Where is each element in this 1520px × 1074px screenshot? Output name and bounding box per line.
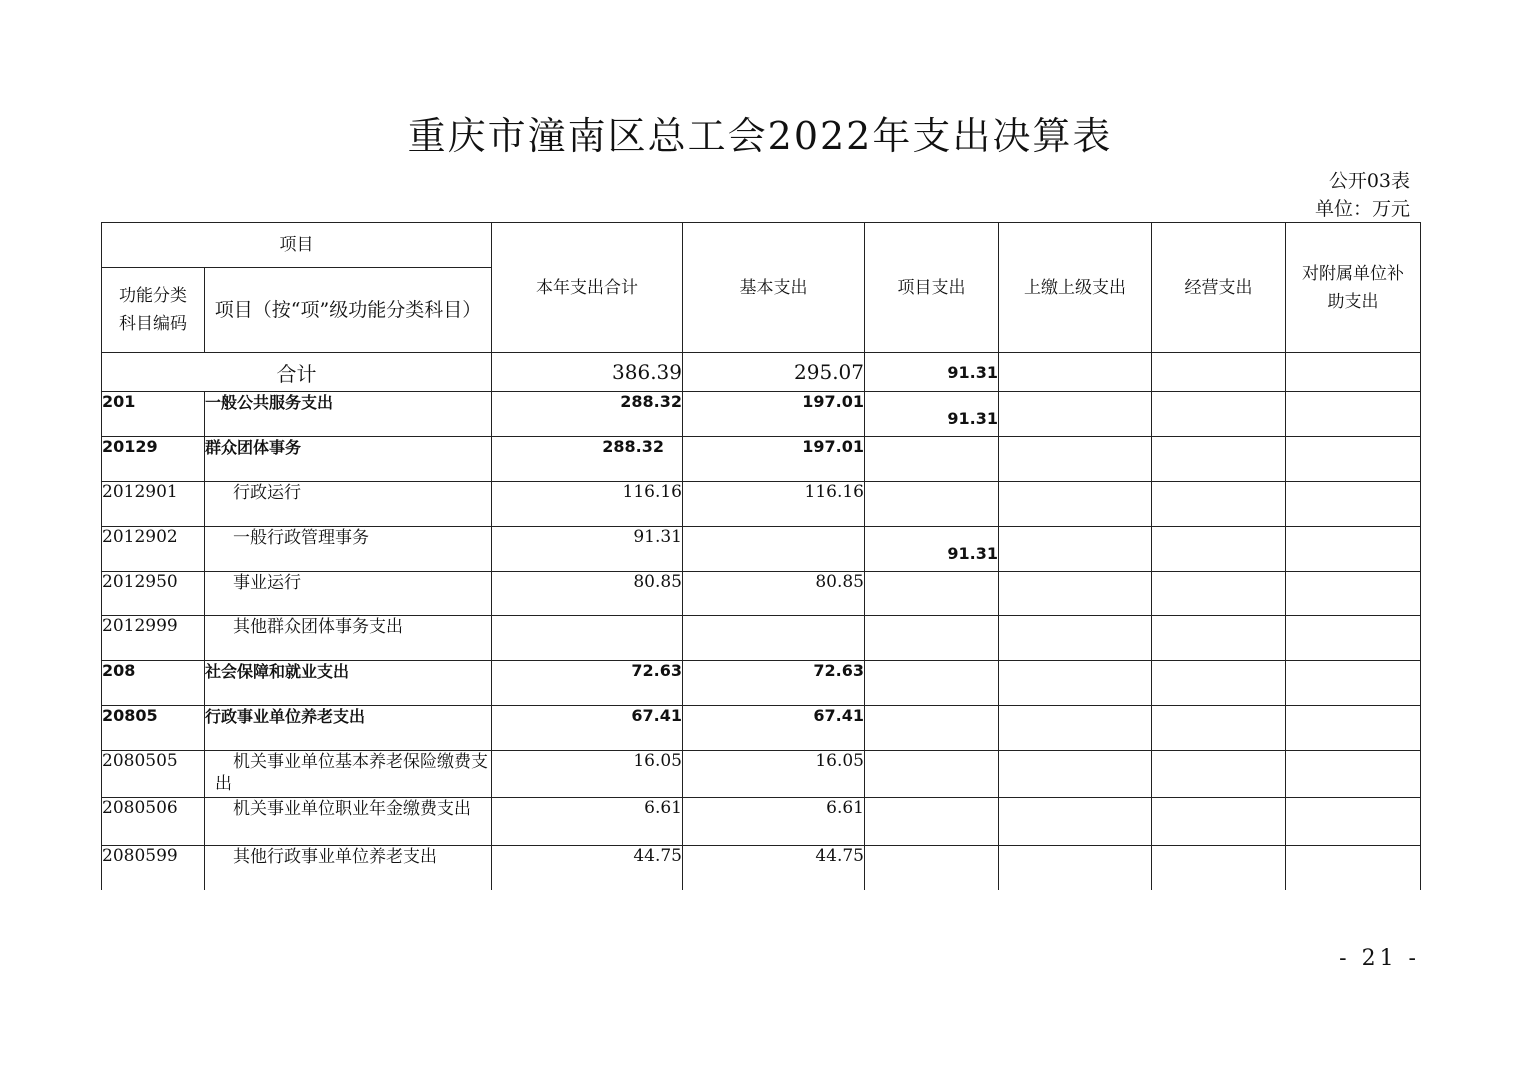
row-subsidy	[1286, 798, 1421, 846]
row-name: 群众团体事务	[205, 437, 492, 482]
row-project	[865, 572, 999, 616]
header-upper: 上缴上级支出	[999, 223, 1152, 353]
table-row	[102, 482, 1421, 527]
row-basic	[683, 616, 865, 661]
row-subsidy	[1286, 392, 1421, 437]
row-basic: 116.16	[683, 482, 865, 527]
row-name: 社会保障和就业支出	[205, 661, 492, 706]
row-project	[865, 482, 999, 527]
total-cell-business	[1152, 353, 1286, 392]
row-upper	[999, 661, 1152, 706]
row-code: 2012901	[102, 482, 205, 527]
row-subsidy	[1286, 751, 1421, 798]
row-subsidy	[1286, 846, 1421, 890]
header-total: 本年支出合计	[492, 223, 683, 353]
row-subsidy	[1286, 527, 1421, 572]
row-business	[1152, 482, 1286, 527]
row-total: 288.32	[492, 437, 683, 482]
header-project: 项目支出	[865, 223, 999, 353]
row-upper	[999, 392, 1152, 437]
header-business: 经营支出	[1152, 223, 1286, 353]
row-name: 其他群众团体事务支出	[205, 616, 492, 661]
total-cell-subsidy	[1286, 353, 1421, 392]
row-upper	[999, 482, 1152, 527]
row-basic: 197.01	[683, 437, 865, 482]
row-business	[1152, 527, 1286, 572]
table-row	[102, 572, 1421, 616]
table-row	[102, 437, 1421, 482]
row-upper	[999, 616, 1152, 661]
page-title: 重庆市潼南区总工会2022年支出决算表	[407, 114, 1113, 158]
row-code: 2080599	[102, 846, 205, 890]
row-total	[492, 616, 683, 661]
row-upper	[999, 706, 1152, 751]
total-cell-total: 386.39	[492, 353, 683, 392]
row-name: 行政运行	[205, 482, 492, 527]
row-project	[865, 846, 999, 890]
table-row	[102, 661, 1421, 706]
row-basic: 80.85	[683, 572, 865, 616]
row-project	[865, 706, 999, 751]
row-business	[1152, 616, 1286, 661]
row-basic: 44.75	[683, 846, 865, 890]
row-total: 6.61	[492, 798, 683, 846]
header-item: 项目（按“项”级功能分类科目）	[205, 268, 492, 353]
row-business	[1152, 392, 1286, 437]
row-name: 行政事业单位养老支出	[205, 706, 492, 751]
row-business	[1152, 437, 1286, 482]
row-subsidy	[1286, 572, 1421, 616]
row-project	[865, 798, 999, 846]
row-business	[1152, 751, 1286, 798]
row-code: 2012999	[102, 616, 205, 661]
table-row	[102, 846, 1421, 890]
row-project	[865, 616, 999, 661]
row-name: 机关事业单位职业年金缴费支出	[205, 798, 492, 846]
total-cell-upper	[999, 353, 1152, 392]
row-business	[1152, 846, 1286, 890]
header-basic: 基本支出	[683, 223, 865, 353]
row-business	[1152, 572, 1286, 616]
row-business	[1152, 661, 1286, 706]
row-upper	[999, 846, 1152, 890]
row-name: 其他行政事业单位养老支出	[205, 846, 492, 890]
table-row	[102, 798, 1421, 846]
header-item-group: 项目	[102, 223, 492, 268]
row-code: 2012950	[102, 572, 205, 616]
row-code: 201	[102, 392, 205, 437]
row-total: 16.05	[492, 751, 683, 798]
row-total: 67.41	[492, 706, 683, 751]
row-code: 2080506	[102, 798, 205, 846]
row-upper	[999, 527, 1152, 572]
table-row	[102, 706, 1421, 751]
row-upper	[999, 751, 1152, 798]
row-total: 80.85	[492, 572, 683, 616]
row-total: 288.32	[492, 392, 683, 437]
row-name: 一般公共服务支出	[205, 392, 492, 437]
row-business	[1152, 706, 1286, 751]
row-total: 72.63	[492, 661, 683, 706]
header-subsidy: 对附属单位补助支出	[1286, 223, 1421, 353]
row-total: 116.16	[492, 482, 683, 527]
row-upper	[999, 572, 1152, 616]
table-row	[102, 527, 1421, 572]
row-code: 208	[102, 661, 205, 706]
header-code: 功能分类科目编码	[102, 268, 205, 353]
table-row	[102, 616, 1421, 661]
row-code: 20129	[102, 437, 205, 482]
row-business	[1152, 798, 1286, 846]
row-basic: 16.05	[683, 751, 865, 798]
expenditure-table	[101, 222, 1421, 890]
row-basic: 72.63	[683, 661, 865, 706]
row-basic: 6.61	[683, 798, 865, 846]
row-basic: 197.01	[683, 392, 865, 437]
row-code: 2012902	[102, 527, 205, 572]
table-row	[102, 751, 1421, 798]
total-label: 合计	[102, 353, 492, 392]
table-row	[102, 392, 1421, 437]
row-subsidy	[1286, 661, 1421, 706]
page-number: - 21 -	[1339, 946, 1420, 971]
row-subsidy	[1286, 616, 1421, 661]
total-cell-project: 91.31	[865, 353, 999, 392]
row-name: 机关事业单位基本养老保险缴费支出	[205, 751, 492, 798]
row-name: 一般行政管理事务	[205, 527, 492, 572]
total-row	[102, 353, 1421, 392]
row-project: 91.31	[865, 527, 999, 572]
row-subsidy	[1286, 437, 1421, 482]
row-basic: 67.41	[683, 706, 865, 751]
row-total: 44.75	[492, 846, 683, 890]
row-subsidy	[1286, 706, 1421, 751]
row-code: 20805	[102, 706, 205, 751]
row-upper	[999, 437, 1152, 482]
row-name: 事业运行	[205, 572, 492, 616]
row-code: 2080505	[102, 751, 205, 798]
row-upper	[999, 798, 1152, 846]
total-cell-basic: 295.07	[683, 353, 865, 392]
row-total: 91.31	[492, 527, 683, 572]
row-basic	[683, 527, 865, 572]
row-project	[865, 437, 999, 482]
unit-label: 单位：万元	[1314, 198, 1410, 220]
row-subsidy	[1286, 482, 1421, 527]
row-project: 91.31	[865, 392, 999, 437]
row-project	[865, 751, 999, 798]
form-number: 公开03表	[1328, 170, 1410, 192]
row-project	[865, 661, 999, 706]
